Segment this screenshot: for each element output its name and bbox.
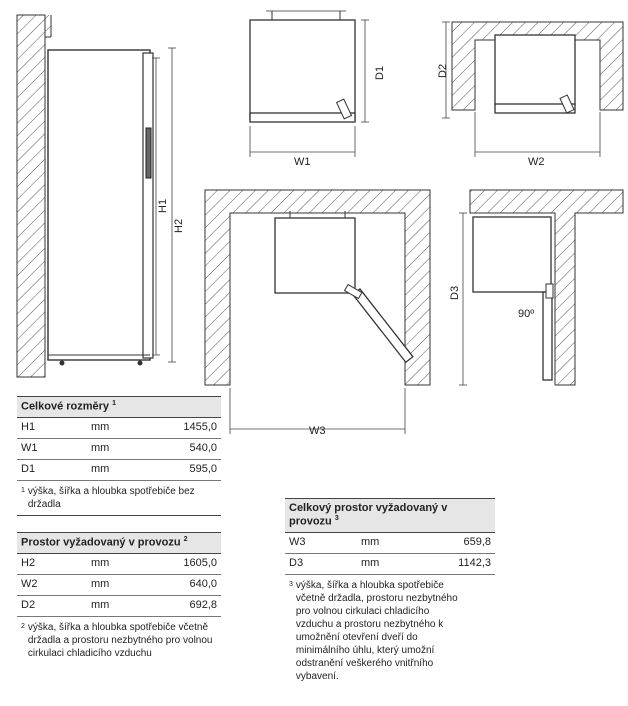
table-operating-space (17, 532, 221, 664)
table-row: H1 mm 1455,0 (17, 418, 221, 439)
open-door (543, 292, 552, 380)
top-view-d1-w1 (250, 11, 386, 168)
label-d2: D2 (437, 63, 449, 78)
door-handle (146, 128, 151, 178)
footnote: 2 výška, šířka a hloubka spotřebiče včetně držadla a prostoru nezbytného pro volnou cirkulaci chladicího vzduchu (21, 621, 213, 659)
table-row: D3 mm 1142,3 (285, 554, 495, 575)
foot-icon (138, 361, 143, 366)
side-wall (17, 15, 45, 377)
footnote: 1 výška, šířka a hloubka spotřebiče bez držadla (17, 481, 221, 516)
top-view-d2-w2 (437, 22, 623, 168)
label-h1: H1 (157, 198, 169, 213)
table-title: Celkové rozměry $^1$ (17, 396, 221, 418)
side-wall-top (45, 15, 51, 37)
footnote: 3 výška, šířka a hloubka spotřebiče včetně držadla, prostoru nezbytného pro volnou cirkulaci chladicího vzduchu a prostoru nezbytného k umožnění otevření dveří do minimálního úhlu, který umožní odstranění veškerého vnitřního vybavení. (289, 580, 458, 683)
table-total-space (285, 498, 495, 687)
appliance-top (473, 217, 551, 292)
label-w1: W1 (294, 156, 311, 168)
door-handle-top (546, 284, 553, 298)
table-row: H2 mm 1605,0 (17, 554, 221, 575)
label-w2: W2 (528, 156, 545, 168)
side-view (17, 15, 185, 377)
top-view-w3 (205, 190, 430, 396)
table-row: W3 mm 659,8 (285, 533, 495, 554)
foot-icon (60, 361, 65, 366)
open-door (353, 289, 413, 362)
label-h2: H2 (173, 218, 185, 233)
label-angle: 90º (518, 308, 535, 320)
label-d1: D1 (374, 65, 386, 80)
appliance-top (275, 218, 355, 293)
table-row: W2 mm 640,0 (17, 575, 221, 596)
table-row: D1 mm 595,0 (17, 460, 221, 481)
appliance-body (48, 50, 150, 360)
table-title: Prostor vyžadovaný v provozu $^2$ (17, 532, 221, 554)
label-w3: W3 (309, 425, 326, 437)
table-title: Celkový prostor vyžadovaný v provozu $^3$ (285, 498, 495, 533)
top-view-d3 (449, 190, 623, 385)
door-top (250, 113, 355, 122)
table-row: D2 mm 692,8 (17, 596, 221, 617)
table-row: W1 mm 540,0 (17, 439, 221, 460)
label-d3: D3 (449, 285, 461, 300)
appliance-door (143, 53, 153, 358)
table-overall-dimensions (17, 396, 221, 516)
appliance-top (495, 35, 575, 105)
